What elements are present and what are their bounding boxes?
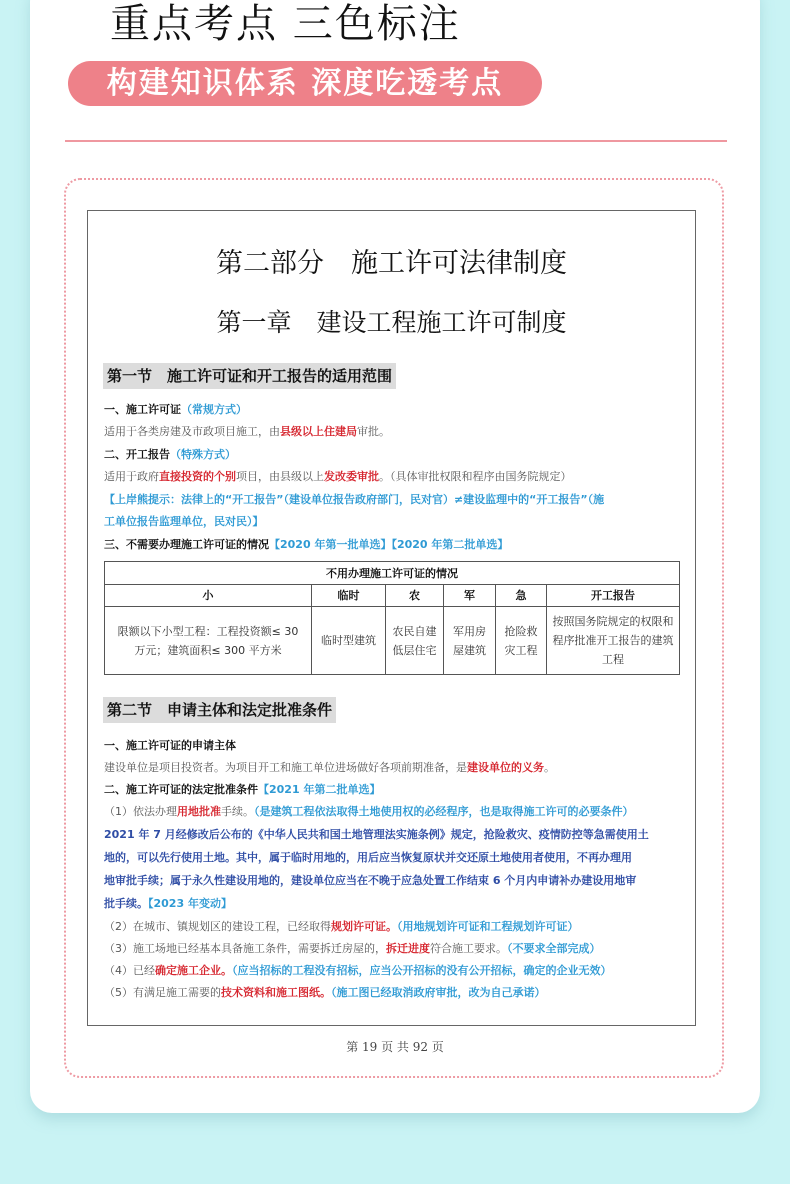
table-cell: 抢险救灾工程 bbox=[496, 607, 547, 675]
s1-item3-tag: 【2020 年第一批单选】【2020 年第二批单选】 bbox=[269, 538, 509, 551]
banner-pill: 构建知识体系 深度吃透考点 bbox=[68, 61, 542, 106]
highlight-red: 建设单位的义务 bbox=[467, 761, 544, 774]
text: （1）依法办理 bbox=[104, 805, 177, 818]
s2-item2-head: 二、施工许可证的法定批准条件 bbox=[104, 783, 258, 796]
text: 项目，由县级以上 bbox=[236, 470, 324, 483]
highlight-red: 拆迁进度 bbox=[386, 942, 430, 955]
s1-item1-head: 一、施工许可证 bbox=[104, 403, 181, 416]
table-cell: 军用房屋建筑 bbox=[444, 607, 496, 675]
text: （2）在城市、镇规划区的建设工程，已经取得 bbox=[104, 920, 331, 933]
condition-1 bbox=[104, 801, 682, 823]
exemption-table bbox=[104, 561, 680, 675]
highlight-red: 确定施工企业。 bbox=[155, 964, 232, 977]
table-header: 农 bbox=[386, 585, 444, 607]
section-2-title: 第二节 申请主体和法定批准条件 bbox=[103, 697, 336, 723]
s1-item3-heading bbox=[104, 534, 682, 556]
text: 审批。 bbox=[357, 425, 390, 438]
highlight-blue: （不要求全部完成） bbox=[507, 942, 601, 955]
s1-item2-heading bbox=[104, 444, 682, 466]
highlight-blue: 【2023 年变动】 bbox=[148, 897, 232, 910]
text: 。 bbox=[544, 761, 555, 774]
highlight-red: 发改委审批 bbox=[324, 470, 379, 483]
s1-item1-heading bbox=[104, 399, 682, 421]
text: 符合施工要求。 bbox=[430, 942, 507, 955]
table-header: 军 bbox=[444, 585, 496, 607]
s2-item1-line bbox=[104, 757, 682, 779]
chapter-title: 第一章 建设工程施工许可制度 bbox=[216, 308, 567, 337]
s1-item1-tag: （常规方式） bbox=[181, 403, 247, 416]
highlight-red: 直接投资的个别 bbox=[159, 470, 236, 483]
text: （4）已经 bbox=[104, 964, 155, 977]
s1-item2-tag: （特殊方式） bbox=[170, 448, 236, 461]
tip-line-2: 工单位报告监理单位，民对民）】 bbox=[104, 515, 264, 528]
s2-item1-head: 一、施工许可证的申请主体 bbox=[104, 739, 236, 752]
section-1-title: 第一节 施工许可证和开工报告的适用范围 bbox=[103, 363, 396, 389]
note-line-3: 地审批手续；属于永久性建设用地的，建设单位应当在不晚于应急处置工作结束 6 个月内申请补办建设用地审 bbox=[104, 874, 637, 887]
highlight-red: 规划许可证。 bbox=[331, 920, 397, 933]
tip-line-1: 【上岸熊提示：法律上的“开工报告”（建设单位报告政府部门，民对官）≠建设监理中的“开工报告”（施 bbox=[104, 493, 605, 506]
table-header: 小 bbox=[105, 585, 312, 607]
table-cell: 按照国务院规定的权限和程序批准开工报告的建筑工程 bbox=[547, 607, 680, 675]
s2-item1-heading bbox=[104, 735, 682, 757]
text: 。（具体审批权限和程序由国务院规定） bbox=[379, 470, 572, 483]
condition-4 bbox=[104, 960, 682, 982]
text: （5）有满足施工需要的 bbox=[104, 986, 221, 999]
condition-5 bbox=[104, 982, 682, 1004]
text: 适用于各类房建及市政项目施工，由 bbox=[104, 425, 280, 438]
text: 建设单位是项目投资者。为项目开工和施工单位进场做好各项前期准备，是 bbox=[104, 761, 467, 774]
text: （3）施工场地已经基本具备施工条件，需要拆迁房屋的， bbox=[104, 942, 386, 955]
s2-item2-tag: 【2021 年第二批单选】 bbox=[258, 783, 381, 796]
table-cell: 农民自建低层住宅 bbox=[386, 607, 444, 675]
table-header: 急 bbox=[496, 585, 547, 607]
divider bbox=[65, 140, 727, 142]
part-title: 第二部分 施工许可法律制度 bbox=[216, 248, 567, 279]
headline: 重点考点 三色标注 bbox=[110, 1, 461, 47]
condition-3 bbox=[104, 938, 682, 960]
table-caption: 不用办理施工许可证的情况 bbox=[105, 562, 680, 585]
s1-item3-head: 三、不需要办理施工许可证的情况 bbox=[104, 538, 269, 551]
document-page bbox=[87, 210, 696, 1026]
highlight-red: 技术资料和施工图纸。 bbox=[221, 986, 331, 999]
highlight-blue: （应当招标的工程没有招标，应当公开招标的没有公开招标，确定的企业无效） bbox=[232, 964, 612, 977]
condition-2 bbox=[104, 916, 682, 938]
highlight-blue: （施工图已经取消政府审批，改为自己承诺） bbox=[331, 986, 546, 999]
s2-item2-heading bbox=[104, 779, 682, 801]
note-line-4 bbox=[104, 893, 682, 915]
text: 适用于政府 bbox=[104, 470, 159, 483]
table-header: 开工报告 bbox=[547, 585, 680, 607]
highlight-red: 用地批准 bbox=[177, 805, 221, 818]
table-cell: 限额以下小型工程：工程投资额≤ 30 万元；建筑面积≤ 300 平方米 bbox=[105, 607, 312, 675]
highlight-blue: （用地规划许可证和工程规划许可证） bbox=[397, 920, 579, 933]
s1-item2-line bbox=[104, 466, 682, 488]
note-line-1: 2021 年 7 月经修改后公布的《中华人民共和国土地管理法实施条例》规定，抢险救灾、疫情防控等急需使用土 bbox=[104, 828, 649, 841]
highlight-red: 县级以上住建局 bbox=[280, 425, 357, 438]
s1-item2-head: 二、开工报告 bbox=[104, 448, 170, 461]
highlight-blue: （是建筑工程依法取得土地使用权的必经程序，也是取得施工许可的必要条件） bbox=[254, 805, 634, 818]
page-number: 第 19 页 共 92 页 bbox=[346, 1040, 444, 1054]
table-header: 临时 bbox=[312, 585, 386, 607]
s1-item1-line bbox=[104, 421, 682, 443]
text: 手续。 bbox=[221, 805, 254, 818]
table-cell: 临时型建筑 bbox=[312, 607, 386, 675]
text: 批手续。 bbox=[104, 897, 148, 910]
note-line-2: 地的，可以先行使用土地。其中，属于临时用地的，用后应当恢复原状并交还原土地使用者使用，不再办理用 bbox=[104, 851, 632, 864]
